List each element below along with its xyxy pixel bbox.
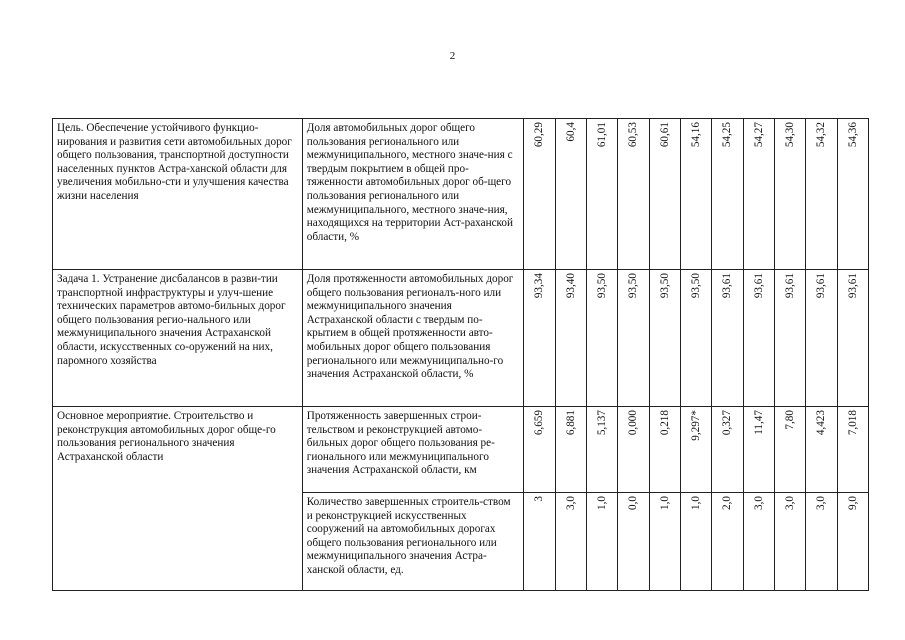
value-text: 9,297* xyxy=(690,410,703,441)
value-cell xyxy=(774,407,805,493)
value-text: 54,30 xyxy=(784,122,797,148)
value-cell xyxy=(774,270,805,407)
value-cell xyxy=(618,119,649,270)
value-cell xyxy=(743,407,774,493)
value-cell xyxy=(618,270,649,407)
value-text: 1,0 xyxy=(690,496,703,510)
value-cell xyxy=(680,493,711,591)
value-text: 93,61 xyxy=(784,273,797,299)
goal-text: Основное мероприятие. Строительство и реконструкция автомобильных дорог обще-го пользования регионального значения Астраханской области xyxy=(57,410,276,463)
value-cell xyxy=(586,119,617,270)
value-text: 2,0 xyxy=(721,496,734,510)
indicator-text: Количество завершенных строитель-ством и реконструкцией искусственных сооружений на автомобильных дорогах общего пользования регионального или межмуниципального значения Астра-ханской области, ед. xyxy=(306,496,511,576)
value-cell xyxy=(555,119,586,270)
goal-cell xyxy=(53,119,303,270)
value-text: 61,01 xyxy=(596,122,609,148)
value-text: 3,0 xyxy=(752,496,765,510)
value-cell xyxy=(712,270,743,407)
value-cell xyxy=(806,119,837,270)
value-text: 93,61 xyxy=(752,273,765,299)
value-text: 0,0 xyxy=(627,496,640,510)
value-text: 11,47 xyxy=(752,410,765,435)
value-text: 93,50 xyxy=(658,273,671,299)
value-cell xyxy=(649,270,680,407)
value-text: 54,27 xyxy=(752,122,765,148)
value-cell xyxy=(524,493,555,591)
value-cell xyxy=(774,119,805,270)
value-text: 93,61 xyxy=(846,273,859,299)
indicator-text: Протяженность завершенных строи-тельством и реконструкцией автомо-бильных дорог общего пользования ре-гионального или межмуниципального значения Астраханской области, км xyxy=(306,410,495,477)
value-text: 3,0 xyxy=(784,496,797,510)
value-cell xyxy=(586,270,617,407)
value-text: 93,50 xyxy=(596,273,609,299)
value-cell xyxy=(649,407,680,493)
value-cell xyxy=(712,119,743,270)
value-cell xyxy=(806,407,837,493)
table-row xyxy=(53,270,869,407)
goal-text: Цель. Обеспечение устойчивого функцио-нирования и развития сети автомобильных дорог общего пользования, транспортной доступности населенных пунктов Астра-ханской области для увеличения мобильно-сти и улучшения качества жизни населения xyxy=(57,122,292,202)
value-cell xyxy=(555,407,586,493)
value-text: 4,423 xyxy=(815,410,828,436)
value-cell xyxy=(743,270,774,407)
value-cell xyxy=(649,493,680,591)
goal-text: Задача 1. Устранение дисбалансов в разви-тии транспортной инфраструктуры и улуч-шение технических параметров автомо-бильных дорог общего пользования регио-нального или межмуниципального значения Астраханской области, искусственных со-оружений на них, паромного хозяйства xyxy=(57,273,286,367)
value-text: 93,50 xyxy=(690,273,703,299)
value-cell xyxy=(586,493,617,591)
page-number: 2 xyxy=(449,50,456,62)
table-row xyxy=(53,119,869,270)
value-text: 1,0 xyxy=(658,496,671,510)
value-cell xyxy=(743,493,774,591)
value-text: 5,137 xyxy=(596,410,609,436)
indicator-cell xyxy=(302,407,523,493)
value-cell xyxy=(649,119,680,270)
value-text: 9,0 xyxy=(846,496,859,510)
value-text: 60,29 xyxy=(533,122,546,148)
value-cell xyxy=(774,493,805,591)
value-cell xyxy=(555,270,586,407)
value-text: 7,80 xyxy=(784,410,797,430)
value-text: 93,40 xyxy=(564,273,577,299)
value-text: 60,61 xyxy=(658,122,671,148)
value-cell xyxy=(806,493,837,591)
value-text: 93,34 xyxy=(533,273,546,299)
value-cell xyxy=(712,493,743,591)
value-cell xyxy=(680,407,711,493)
value-cell xyxy=(555,493,586,591)
value-text: 93,61 xyxy=(815,273,828,299)
value-cell xyxy=(586,407,617,493)
value-text: 0,327 xyxy=(721,410,734,436)
indicators-table-body xyxy=(53,119,869,591)
value-text: 93,50 xyxy=(627,273,640,299)
value-text: 0,000 xyxy=(627,410,640,436)
indicator-text: Доля протяженности автомобильных дорог общего пользования регионалъ-ного или межмуниципального значения Астраханской области с твердым по-крытием в общей протяженности авто-мобильных дорог общего пользования регионального или межмуниципально-го значения Астраханской области, % xyxy=(306,273,514,381)
indicator-text: Доля автомобильных дорог общего пользования регионального или межмуниципального, местного значе-ния с твердым покрытием в общей про-тяженности автомобильных дорог об-щего пользования регионального или межмуниципального, местного значе-ния, находящихся на территории Аст-раханской области, % xyxy=(306,122,513,243)
value-text: 54,36 xyxy=(846,122,859,148)
value-cell xyxy=(837,270,868,407)
goal-cell xyxy=(53,407,303,591)
value-cell xyxy=(837,407,868,493)
value-text: 3 xyxy=(533,496,546,502)
value-cell xyxy=(618,493,649,591)
value-cell xyxy=(524,119,555,270)
value-text: 60,4 xyxy=(564,122,577,142)
value-text: 3,0 xyxy=(815,496,828,510)
value-text: 54,16 xyxy=(690,122,703,148)
indicator-cell xyxy=(302,493,523,591)
value-cell xyxy=(680,270,711,407)
value-cell xyxy=(524,270,555,407)
value-cell xyxy=(743,119,774,270)
value-text: 54,32 xyxy=(815,122,828,148)
value-cell xyxy=(806,270,837,407)
value-cell xyxy=(712,407,743,493)
value-text: 60,53 xyxy=(627,122,640,148)
indicator-cell xyxy=(302,119,523,270)
indicator-cell xyxy=(302,270,523,407)
table-row xyxy=(53,407,869,493)
value-text: 3,0 xyxy=(564,496,577,510)
value-text: 54,25 xyxy=(721,122,734,148)
indicators-table xyxy=(52,118,869,591)
value-cell xyxy=(618,407,649,493)
value-text: 0,218 xyxy=(658,410,671,436)
value-cell xyxy=(680,119,711,270)
value-text: 1,0 xyxy=(596,496,609,510)
value-cell xyxy=(837,119,868,270)
value-text: 7,018 xyxy=(846,410,859,436)
value-text: 6,659 xyxy=(533,410,546,436)
value-text: 6,881 xyxy=(564,410,577,436)
value-cell xyxy=(524,407,555,493)
value-cell xyxy=(837,493,868,591)
goal-cell xyxy=(53,270,303,407)
value-text: 93,61 xyxy=(721,273,734,299)
